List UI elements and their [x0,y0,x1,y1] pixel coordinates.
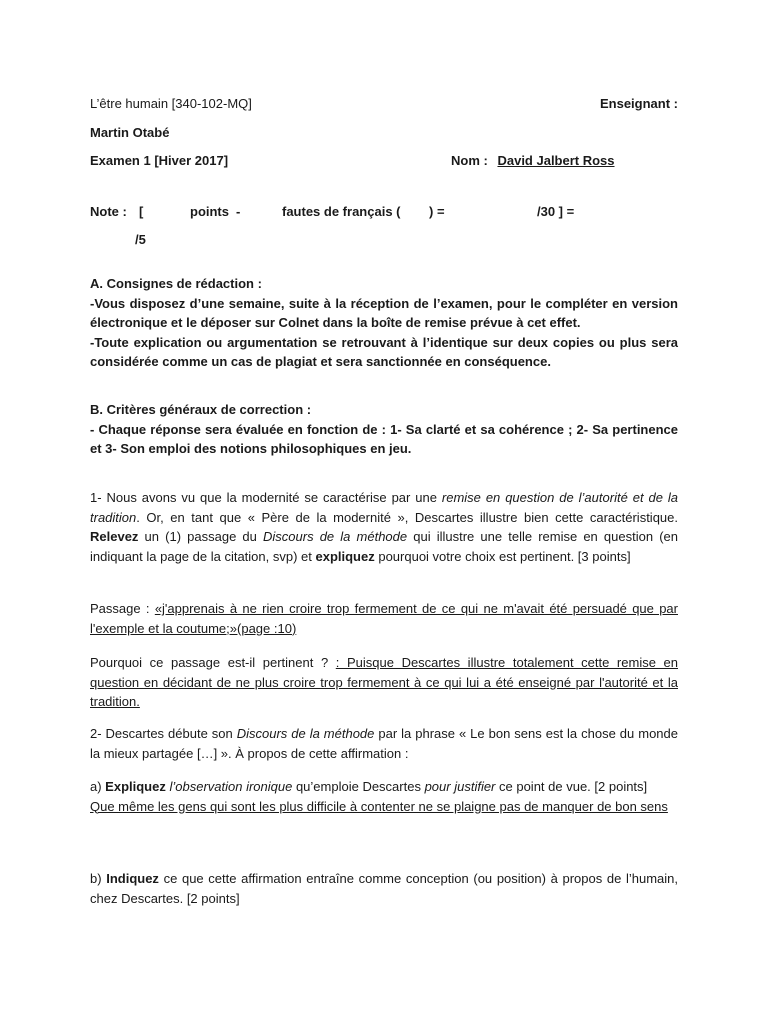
section-a-line2: -Toute explication ou argumentation se retrouvant à l’identique sur deux copies ou plus sera considérée comme un cas de plagiat et sera sanctionnée en conséquence. [90,334,678,369]
course-title: L’être humain [340-102-MQ] [90,96,252,111]
section-b-line1: - Chaque réponse sera évaluée en fonction de : 1- Sa clarté et sa cohérence ; 2- Sa pertinence et 3- Son emploi des notions philosophiques en jeu. [90,421,678,456]
note-dash: - [236,204,241,219]
section-a [90,274,678,372]
exam-title: Examen 1 [Hiver 2017] [90,153,229,168]
passage-label: Passage : [90,601,155,616]
pertinence-answer [90,653,678,712]
pertinence-text: : Puisque Descartes illustre totalement cette remise en question en décidant de ne plus croire trop fermement à ce qui lui a été enseigné par l'autorité et la tradition. [90,655,678,709]
note-close-paren: ) = [429,204,445,219]
nom-label: Nom : [451,153,488,168]
question-2a-answer: Que même les gens qui sont les plus difficile à contenter ne se plaigne pas de manquer de bon sens [90,798,668,814]
note-fautes: fautes de français ( [282,204,401,219]
section-a-title: A. Consignes de rédaction : [90,276,262,291]
exam-page [90,0,678,1024]
question-1: 1- Nous avons vu que la modernité se caractérise par une remise en question de l’autorité et de la tradition. Or, en tant que « Père de la modernité », Descartes illustre bien cette caractéristique. Relevez un (1) passage du Discours de la méthode qui illustre une telle remise en question (en indiquant la page de la citation, svp) et expliquez pourquoi votre choix est pertinent. [3 points] [90,490,678,564]
note-out-of-5: /5 [135,232,146,247]
passage-answer [90,599,678,638]
note-label: Note : [90,204,127,219]
teacher-label: Enseignant : [599,96,678,111]
section-b-title: B. Critères généraux de correction : [90,402,312,417]
note-points: points [190,204,229,219]
question-2a [90,777,678,816]
note-open-bracket: [ [139,204,144,219]
question-2: 2- Descartes débute son Discours de la méthode par la phrase « Le bon sens est la chose du monde la mieux partagée […] ». À propos de cette affirmation : [90,726,678,761]
passage-quote: «j'apprenais à ne rien croire trop fermement de ce qui ne m'avait été persuadé que par l'exemple et la coutume;»(page :10) [90,601,678,636]
nom-field [451,151,615,171]
question-2a-text: a) Expliquez l’observation ironique qu’emploie Descartes pour justifier ce point de vue. [2 points] [90,779,648,794]
teacher-name: Martin Otabé [90,125,170,140]
section-b [90,400,678,459]
student-name: David Jalbert Ross [497,153,615,168]
question-2b: b) Indiquez ce que cette affirmation entraîne comme conception (ou position) à propos de l’humain, chez Descartes. [2 points] [90,871,679,906]
note-total: /30 ] = [537,204,575,219]
section-a-line1: -Vous disposez d’une semaine, suite à la réception de l’examen, pour le compléter en version électronique et le déposer sur Colnet dans la boîte de remise prévue à cet effet. [90,295,678,330]
pertinence-question: Pourquoi ce passage est-il pertinent ? [90,655,336,670]
